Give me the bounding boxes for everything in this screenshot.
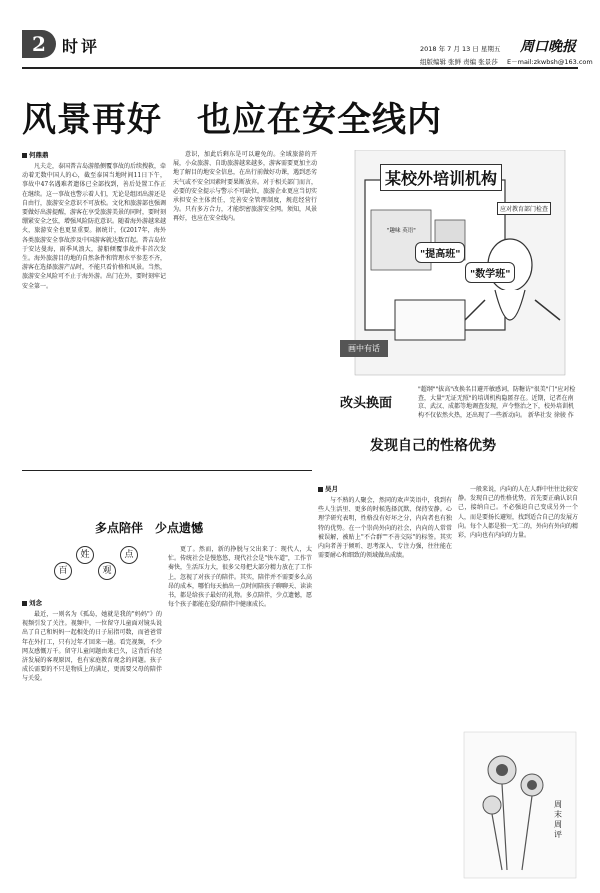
paper-name: 周口晚报 — [520, 39, 576, 55]
contact-email: E－mail:zkwbsh@163.com — [507, 58, 593, 66]
flower-char-4: 点 — [120, 546, 138, 564]
section-title: 时评 — [62, 37, 101, 56]
divider-horizontal — [22, 470, 312, 471]
flower-char-2: 姓 — [76, 546, 94, 564]
header-rule — [22, 67, 578, 69]
article1-col2: 意识，加此后剩东是可以避免的。全域旅游的开展，小众旅游、自助旅游越来越多，游客需要更加主动地了解目的地安全信息，在出行前做好功课，遇到恶劣天气或不安全因素时要果断放弃。对于相关部门而言，必要的安全提示与警示不可缺位，旅游企业更应当切实承担安全主体责任，完善安全管理制度，规范经营行为。只有多方合力，才能织密旅游安全网。须知，风景再好，也应在安全线内。 — [173, 151, 317, 223]
article2-col1: 最近，一则名为《孤岛，她就是我的"妈妈"》的视频引发了关注。视频中，一位留守儿童面对镜头说出了自己和妈妈一起相处的日子屈指可数，而爸爸常年在外打工，只有过年才回来一趟。看完视频，不少网友感慨万千。留守儿童问题由来已久，这背后有经济发展的客观原因，也有家庭教育观念的问题。孩子成长需要的不只是物质上的满足，更需要父母的陪伴与关爱。 — [22, 611, 162, 683]
article3-title: 发现自己的性格优势 — [370, 438, 496, 454]
page-number: 2 — [32, 32, 46, 56]
article3-col1: 与不熟的人聚会，然同的欢声笑语中，我到有些人生活里、更多的时候选择沉默、保持安静。心理学研究表明，性格没有好坏之分，内向者也有独特的优势。在一个崇尚外向的社会，内向的人常常被误解，被贴上"不合群""不善交际"的标签。其实内向者善于倾听、思考深入、专注力强，往往能在需要耐心和细致的领域做出成绩。 — [318, 497, 452, 560]
cartoon-bubble-advanced: "提高班" — [415, 242, 465, 263]
cartoon-sign: 某校外培训机构 — [380, 164, 502, 191]
issue-date: 2018 年 7 月 13 日 星期五 — [420, 45, 501, 53]
cartoon-stamp: 画中有话 — [340, 340, 388, 357]
cartoon-caption: "超纲""拔高"改换名目避开敏感词，防糖访"很美"门"应对检查，大量"无证无照"的培训机构隐匿存在。近期，记者在南京、武汉、成都等地调查发现，声令整治之下，校外培训机构不仅依然火热，还出现了一些新动向。 新华社发 徐骏 作 — [418, 386, 576, 419]
cartoon-small-board: "趣味 英语" — [387, 228, 416, 234]
cartoon-cut-note: 应对教育部门检查 — [497, 202, 551, 215]
cartoon-illustration — [335, 150, 580, 380]
article3-col2: 一般来说，内向的人在人群中往往比较安静。发现自己的性格优势，首先要正确认识自己，接纳自己。不必强迫自己变成另外一个人，而是要扬长避短，找到适合自己的发展方向。每个人都是独一无二的，外向有外向的精彩，内向也有内向的力量。 — [458, 486, 578, 540]
sunflower-illustration — [462, 730, 578, 880]
illustration-label: 周末周评 — [554, 800, 562, 839]
flower-emblem — [50, 540, 140, 590]
main-headline: 风景再好 也应在安全线内 — [22, 100, 442, 140]
flower-char-3: 观 — [98, 562, 116, 580]
cartoon-title: 改头换面 — [340, 396, 393, 411]
article2-title: 多点陪伴 少点遗憾 — [95, 521, 204, 535]
editor-credits: 组版编辑 张鲜 责编 张景莎 — [420, 58, 498, 66]
article2-col2: 更了。然而，新的挣脱与父出来了：现代人，太忙。传统社会是慢悠悠，现代社会是"快车道"，工作节奏快，生活压力大，很多父母把大部分精力放在了工作上，忽视了对孩子的陪伴。其实，陪伴并不需要多么高昂的成本，哪怕每天抽出一点时间陪孩子聊聊天、读读书，都是给孩子最好的礼物。多点陪伴，少点遗憾，愿每个孩子都能在爱的陪伴中健康成长。 — [168, 546, 312, 609]
article3-byline: 吴月 — [318, 484, 338, 493]
article1-col1: 凡夫走，泰国普吉岛游船侧覆事故的后续搜救，牵动着无数中国人的心，截至泰国当地时间11日下午，事故中47名遇难者遗体已全部找到，善后处置工作正在继续。这一事故也警示着人们，无论是组团出游还是自由行，旅游安全意识不可放松。文化和旅游部也强调要做好出游提醒，游客在享受旅游美景的同时，要时刻绷紧安全之弦，增强风险防范意识。随着海外游越来越火，旅游安全也更显重要。据统计，仅2017年，海外各类旅游安全事故涉及中国游客就达数百起。普吉岛位于安达曼海，雨季风浪大，游船倾覆事故并非首次发生。海外旅游目的地的自然条件和管理水平参差不齐，游客在选择旅游产品时，不能只看价格和风景。当然，旅游安全风险可不止于海外游。出门在外，要时刻牢记安全第一。 — [22, 163, 166, 290]
page-number-badge — [22, 30, 56, 58]
cartoon-bubble-math: "数学班" — [465, 262, 515, 283]
article1-byline: 何鼎鼎 — [22, 150, 49, 159]
article2-byline: 刘念 — [22, 598, 42, 607]
flower-char-1: 百 — [54, 562, 72, 580]
